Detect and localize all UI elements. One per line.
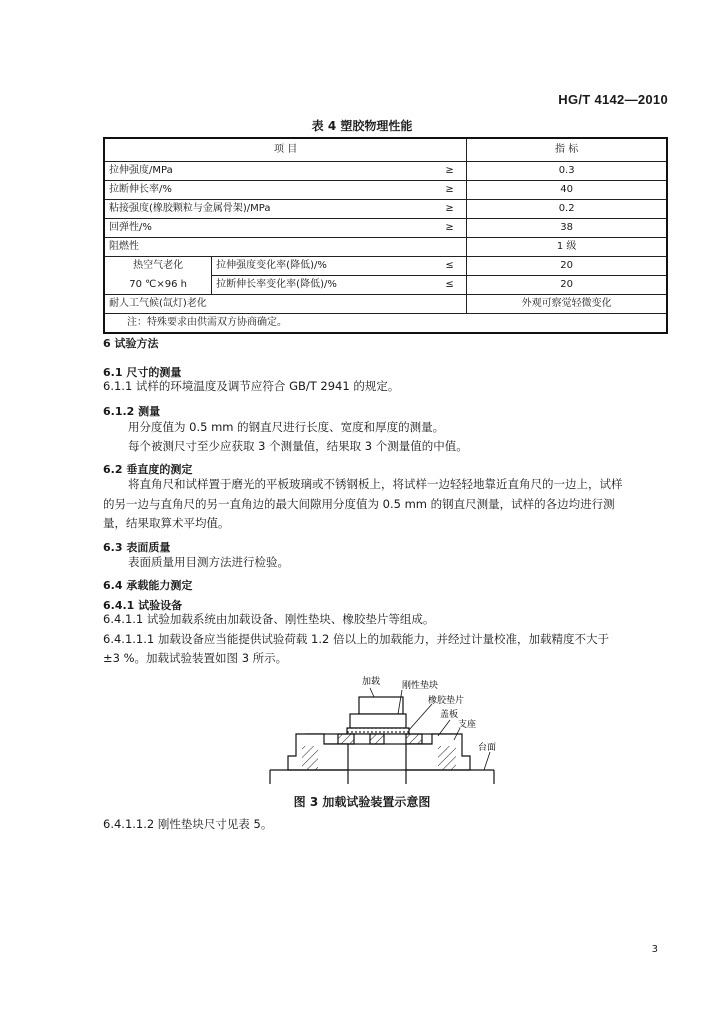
table-note-row [104,314,667,334]
row-item: 拉伸强度/MPa [104,162,433,181]
row-value: 0.2 [467,200,667,219]
section-6-heading: 6 试验方法 [103,337,159,350]
row-item: 回弹性/% [104,219,433,238]
row-value: 外观可察觉轻微变化 [467,295,667,314]
paragraph: 将直角尺和试样置于磨光的平板玻璃或不锈钢板上，将试样一边轻轻地靠近直角尺的一边上，试样 [128,477,623,491]
row-value: 40 [467,181,667,200]
section-6-1-heading: 6.1 尺寸的测量 [103,366,182,379]
table-note: 注：特殊要求由供需双方协商确定。 [104,314,667,334]
row-op: ≥ [433,162,467,181]
row-item: 粘接强度(橡胶颗粒与金属骨架)/MPa [104,200,433,219]
row-op: ≤ [433,257,467,276]
table-row [104,162,667,181]
standard-code: HG/T 4142—2010 [558,92,668,107]
label-load: 加载 [362,677,381,687]
table-title: 表 4 塑胶物理性能 [311,119,413,133]
label-cover-plate: 盖板 [440,710,459,720]
table-row [104,238,667,257]
section-6-4-1-heading: 6.4.1 试验设备 [103,599,183,612]
rigid-block [350,714,406,728]
table-row-aging [104,276,667,295]
section-6-4-1-1-1: 6.4.1.1.1 加载设备应当能提供试验荷载 1.2 倍以上的加载能力，并经过计量校准，加载精度不大于 [103,632,609,646]
table-row-aging [104,257,667,276]
row-value: 38 [467,219,667,238]
table-row [104,219,667,238]
row-op: ≤ [433,276,467,295]
figure-caption: 图 3 加载试验装置示意图 [293,795,431,809]
section-6-1-1: 6.1.1 试样的环境温度及调节应符合 GB/T 2941 的规定。 [103,379,400,393]
paragraph: 的另一边与直角尺的另一直角边的最大间隙用分度值为 0.5 mm 的钢直尺测量，试样的各边均进行测 [103,497,615,511]
section-6-4-1-1: 6.4.1.1 试验加载系统由加载设备、刚性垫块、橡胶垫片等组成。 [103,612,435,626]
section-6-4-1-1-2: 6.4.1.1.2 刚性垫块尺寸见表 5。 [103,817,273,831]
rubber-pad [347,728,409,734]
paragraph: 量，结果取算术平均值。 [103,516,230,530]
row-op: ≥ [433,200,467,219]
row-item: 拉断伸长率/% [104,181,433,200]
row-op: ≥ [433,219,467,238]
paragraph: ±3 %。加载试验装置如图 3 所示。 [103,651,288,665]
header-value: 指 标 [467,138,667,162]
section-6-1-2-heading: 6.1.2 测量 [103,405,161,418]
section-6-3-heading: 6.3 表面质量 [103,541,171,554]
paragraph: 表面质量用目测方法进行检验。 [128,555,289,569]
row-op: ≥ [433,181,467,200]
table-row [104,200,667,219]
aging-label: 热空气老化 [104,257,212,276]
header-item: 项 目 [104,138,467,162]
row-item: 拉伸强度变化率(降低)/% [212,257,433,276]
label-support: 支座 [458,720,477,730]
row-value: 1 级 [467,238,667,257]
figure-3-diagram [262,670,502,788]
row-op [433,238,467,257]
table-row [104,295,667,314]
section-6-2-heading: 6.2 垂直度的测定 [103,463,193,476]
paragraph: 用分度值为 0.5 mm 的钢直尺进行长度、宽度和厚度的测量。 [128,420,445,434]
aging-condition: 70 ℃×96 h [104,276,212,295]
label-rubber-pad: 橡胶垫片 [428,696,465,706]
paragraph: 每个被测尺寸至少应获取 3 个测量值，结果取 3 个测量值的中值。 [128,439,468,453]
row-item: 耐人工气候(氙灯)老化 [104,295,467,314]
row-value: 20 [467,276,667,295]
physical-properties-table [103,137,668,334]
section-6-4-heading: 6.4 承载能力测定 [103,579,193,592]
table-row [104,181,667,200]
row-value: 0.3 [467,162,667,181]
row-value: 20 [467,257,667,276]
table-header-row [104,138,667,162]
page-number: 3 [651,944,658,955]
load-head [359,697,403,714]
label-rigid-block: 刚性垫块 [402,681,439,691]
label-table-top: 台面 [478,743,497,753]
row-item: 阻燃性 [104,238,433,257]
row-item: 拉断伸长率变化率(降低)/% [212,276,433,295]
